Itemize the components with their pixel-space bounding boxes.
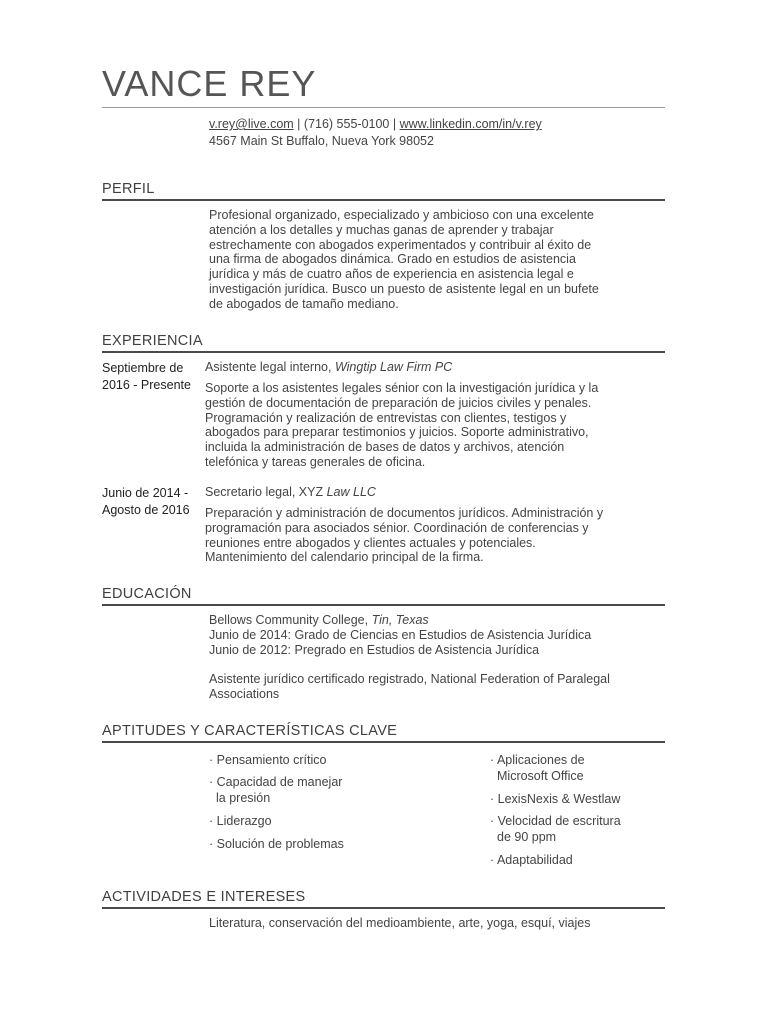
job-date-line: Junio de 2014 - [102,486,189,500]
job-date-line: Septiembre de [102,361,184,375]
bullet: · [209,753,214,767]
school-line [209,613,591,628]
job-role: Asistente legal interno, [205,360,335,374]
school-name: Bellows Community College, [209,613,372,627]
skill-item [209,774,342,806]
certification [209,672,610,702]
profile-line: investigación jurídica. Busco un puesto de asistente legal en un bufete [209,281,599,296]
bullet: · [209,814,214,828]
job-title [205,485,376,500]
school-location: Tin, Texas [371,613,429,627]
skill-label-cont: la presión [216,791,271,805]
skill-item [490,852,573,868]
skill-label: Solución de problemas [216,837,344,851]
profile-divider [102,199,665,201]
skill-label: Liderazgo [216,814,272,828]
degree-line: Junio de 2012: Pregrado en Estudios de Asistencia Jurídica [209,642,540,657]
skill-item [490,791,620,807]
bullet: · [209,837,214,851]
degree-line: Junio de 2014: Grado de Ciencias en Estudios de Asistencia Jurídica [209,627,592,642]
job-title [205,360,452,375]
job-line: Programación y realización de entrevistas con clientes, testigos y [205,410,567,425]
contact-block [209,116,542,150]
skill-label: Adaptabilidad [496,853,573,867]
profile-summary [209,208,599,312]
experience-divider [102,351,665,353]
contact-separator: | [293,117,304,131]
name-divider [102,107,665,108]
interests-heading: ACTIVIDADES E INTERESES [102,889,306,905]
job-line: telefónica y tareas generales de oficina. [205,454,426,469]
experience-heading: EXPERIENCIA [102,333,203,349]
email-link[interactable]: v.rey@live.com [209,117,294,131]
skill-item [209,836,344,852]
job-company: Wingtip Law Firm PC [334,360,453,374]
interests-divider [102,907,665,909]
job-line: Preparación y administración de documentos jurídicos. Administración y [205,506,604,520]
bullet: · [490,753,495,767]
job-description [205,381,598,470]
job-line: abogados para preparar testimonios y juicios. Soporte administrativo, [205,425,589,440]
skills-heading: APTITUDES Y CARACTERÍSTICAS CLAVE [102,723,398,739]
job-line: programación para asociados sénior. Coordinación de conferencias y [205,520,589,535]
profile-line: de abogados de tamaño mediano. [209,296,399,311]
job-line: Soporte a los asistentes legales sénior con la investigación jurídica y la [205,381,599,395]
profile-line: atención a los detalles y muchas ganas de aprender y trabajar [209,222,554,237]
address: 4567 Main St Buffalo, Nueva York 98052 [209,134,434,148]
interests-text: Literatura, conservación del medioambiente, arte, yoga, esquí, viajes [209,916,591,930]
bullet: · [490,853,495,867]
skill-label: Capacidad de manejar [216,775,343,789]
bullet: · [209,775,214,789]
skill-item [490,813,621,845]
job-date-line: 2016 - Presente [102,378,191,392]
job-line: gestión de documentación de preparación de juicios civiles y penales. [205,395,592,410]
linkedin-link[interactable]: www.linkedin.com/in/v.rey [399,117,542,131]
profile-line: una firma de abogados dinámica. Grado en estudios de asistencia [209,252,576,267]
education-heading: EDUCACIÓN [102,586,192,602]
phone-number: (716) 555-0100 [303,117,390,131]
profile-line: jurídica y más de cuatro años de experiencia en asistencia legal e [209,267,574,282]
contact-line [209,116,542,133]
profile-heading: PERFIL [102,181,155,197]
job-date [102,360,191,394]
skill-label: LexisNexis & Westlaw [497,792,621,806]
skill-label-cont: Microsoft Office [497,769,584,783]
cert-line: Associations [209,686,280,701]
bullet: · [490,792,495,806]
job-description [205,506,603,565]
job-line: reuniones entre abogados y clientes actuales y potenciales. [205,535,536,550]
education-block [209,613,591,657]
skill-label-cont: de 90 ppm [497,830,557,844]
job-date [102,485,190,519]
skills-divider [102,741,665,743]
profile-line: Profesional organizado, especializado y ambicioso con una excelente [209,208,594,222]
job-role: Secretario legal, XYZ [205,485,327,499]
skill-item [209,752,326,768]
skill-item [490,752,585,784]
job-company: Law LLC [326,485,376,499]
profile-line: estrechamente con abogados experimentados y contribuir al éxito de [209,237,592,252]
bullet: · [490,814,495,828]
skill-label: Velocidad de escritura [497,814,621,828]
contact-separator: | [389,117,400,131]
job-line: incluida la administración de bases de datos y archivos, atención [205,440,565,455]
skill-label: Pensamiento crítico [216,753,327,767]
skill-label: Aplicaciones de [496,753,585,767]
skill-item [209,813,272,829]
job-line: Mantenimiento del calendario principal de la firma. [205,550,484,565]
candidate-name: VANCE REY [102,63,317,104]
education-divider [102,604,665,606]
cert-line: Asistente jurídico certificado registrado, National Federation of Paralegal [209,672,610,686]
job-date-line: Agosto de 2016 [102,503,190,517]
